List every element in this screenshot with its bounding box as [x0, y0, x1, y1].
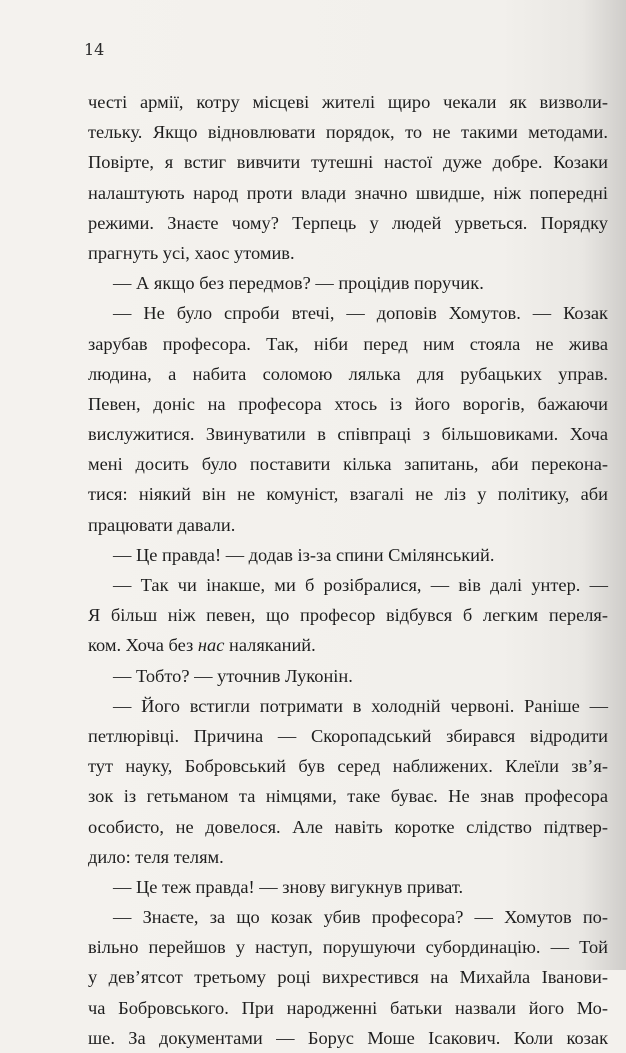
text-segment: наляканий.: [224, 635, 316, 656]
text-line: працювати давали.: [88, 514, 236, 535]
italic-word: нас: [197, 635, 225, 656]
page-number: 14: [84, 40, 105, 59]
text-line: зарубав професора. Так, ніби перед ним стояла не жива: [88, 333, 608, 354]
text-line: мені досить було поставити кілька запитань, аби переконa-: [88, 454, 608, 475]
text-line: людина, а набита соломою лялька для рубацьких управ.: [88, 363, 608, 384]
text-line: режими. Знаєте чому? Терпець у людей урветься. Порядку: [88, 212, 608, 233]
text-line: честі армії, котру місцеві жителі щиро чекали як визволи-: [88, 92, 608, 112]
text-line: особисто, не довелося. Але навіть коротке слідство підтвер-: [88, 816, 608, 837]
text-line: Повірте, я встиг вивчити тутешні настої дуже добре. Козаки: [88, 152, 608, 173]
text-line: налаштують народ проти влади значно швидше, ніж попередні: [88, 182, 608, 203]
text-line: тися: ніякий він не комуніст, взагалі не ліз у політику, аби: [88, 484, 608, 505]
text-line: — Не було спроби втечі, — доповів Хомутов. — Козак: [113, 303, 608, 324]
text-line: ча Бобровського. При народженні батьки назвали його Мо-: [88, 997, 608, 1018]
text-line: прагнуть усі, хаос утомив.: [88, 242, 295, 263]
text-line: вислужитися. Звинуватили в співпраці з більшовиками. Хоча: [88, 424, 608, 445]
text-line-italic-word: [88, 630, 608, 660]
text-line: зок із гетьманом та німцями, таке буває. Не знав професора: [88, 786, 608, 807]
text-line: — Знаєте, за що козак убив професора? — Хомутов по-: [113, 907, 608, 928]
text-line: тельку. Якщо відновлювати порядок, то не такими методами.: [88, 122, 608, 143]
body-text: [88, 87, 608, 1053]
text-line: ше. За документами — Борус Моше Ісакович. Коли козак: [88, 1027, 608, 1048]
text-line: Певен, доніс на професора хтось із його ворогів, бажаючи: [88, 393, 608, 414]
text-line: — Це правда! — додав із-за спини Смілянський.: [113, 544, 495, 565]
text-line: Я більш ніж певен, що професор відбувся б легким переля-: [88, 605, 608, 626]
text-line: — Це теж правда! — знову вигукнув приват.: [113, 876, 464, 897]
text-segment: ком. Хоча без: [88, 635, 198, 656]
text-line: — Так чи інакше, ми б розібралися, — вів далі унтер. —: [113, 575, 608, 595]
text-line: петлюрівці. Причина — Скоропадський збирався відродити: [88, 725, 608, 746]
text-line: дило: теля телям.: [88, 846, 224, 867]
text-line: тут науку, Бобровський був серед наближених. Клеїли зв’я-: [88, 756, 608, 777]
text-line: — Його встигли потримати в холодній червоні. Раніше —: [113, 695, 608, 716]
text-line: — Тобто? — уточнив Луконін.: [113, 665, 353, 686]
text-line: — А якщо без передмов? — процідив поручик.: [113, 273, 484, 294]
text-line: вільно перейшов у наступ, порушуючи субординацію. — Той: [88, 937, 608, 958]
text-line: у дев’ятсот третьому році вихрестився на Михайла Іванови-: [88, 967, 608, 988]
